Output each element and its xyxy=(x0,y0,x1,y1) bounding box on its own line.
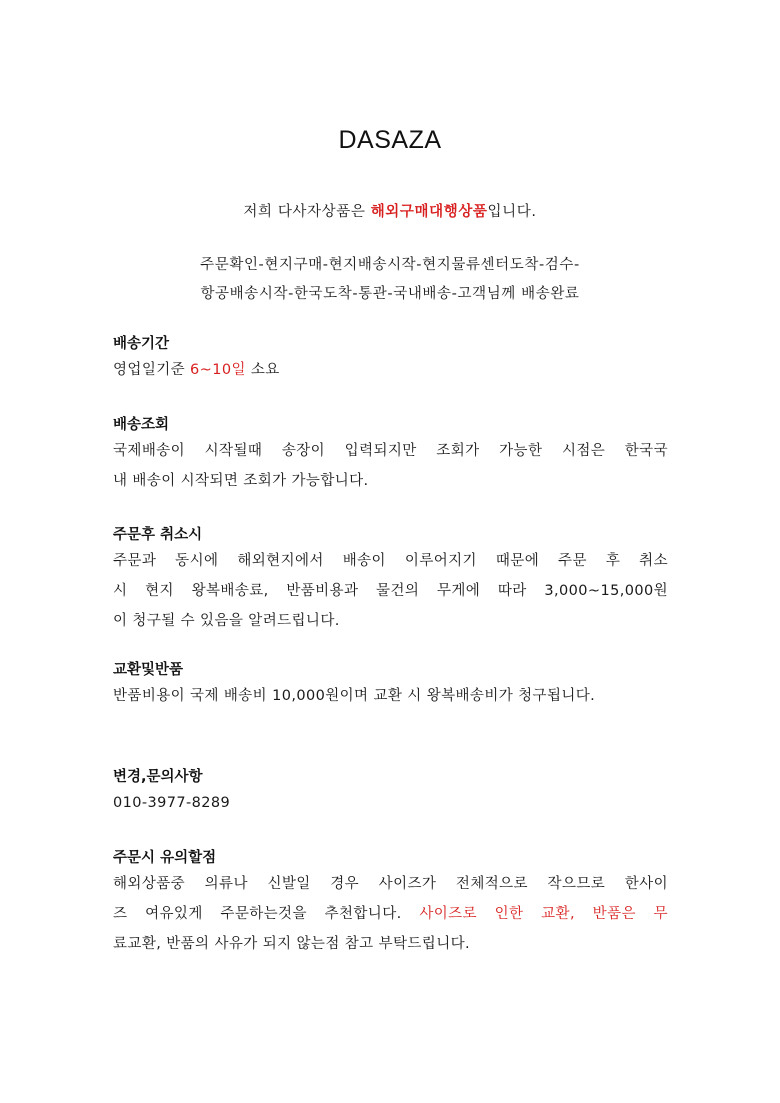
shipping-period-pre: 영업일기준 xyxy=(113,362,191,378)
cancel-line-2: 시 현지 왕복배송료, 반품비용과 물건의 무게에 따라 3,000~15,000원 xyxy=(113,583,668,599)
exchange-line-1: 반품비용이 국제 배송비 10,000원이며 교환 시 왕복배송비가 청구됩니다. xyxy=(113,688,596,704)
intro-pre: 저희 다사자상품은 xyxy=(243,204,371,220)
shipping-period-days: 6~10일 xyxy=(190,362,246,378)
tracking-heading: 배송조회 xyxy=(113,417,170,433)
intro-highlight: 해외구매대행상품 xyxy=(370,204,488,220)
section-notice xyxy=(113,847,668,959)
notice-line-2-red: 사이즈로 인한 교환, 반품은 무 xyxy=(419,906,668,922)
section-exchange xyxy=(113,659,668,711)
cancel-line-3: 이 청구될 수 있음을 알려드립니다. xyxy=(113,613,340,629)
brand-title: DASAZA xyxy=(338,126,442,154)
section-cancel xyxy=(113,524,668,636)
section-contact xyxy=(113,766,668,818)
contact-heading: 변경,문의사항 xyxy=(113,769,203,785)
notice-line-3: 료교환, 반품의 사유가 되지 않는점 참고 부탁드립니다. xyxy=(113,936,471,952)
shipping-period-post: 소요 xyxy=(245,362,280,378)
shipping-period-text xyxy=(113,355,668,385)
section-tracking xyxy=(113,414,668,496)
shipping-period-heading: 배송기간 xyxy=(113,336,170,352)
cancel-line-1: 주문과 동시에 해외현지에서 배송이 이루어지기 때문에 주문 후 취소 xyxy=(113,553,668,569)
process-line-2: 항공배송시작-한국도착-통관-국내배송-고객님께 배송완료 xyxy=(200,286,580,302)
notice-heading: 주문시 유의할점 xyxy=(113,850,217,866)
contact-phone: 010-3977-8289 xyxy=(113,795,231,811)
notice-line-2 xyxy=(113,899,668,929)
exchange-heading: 교환및반품 xyxy=(113,662,184,678)
cancel-heading: 주문후 취소시 xyxy=(113,527,203,543)
intro-line xyxy=(0,200,780,221)
tracking-line-2: 내 배송이 시작되면 조회가 가능합니다. xyxy=(113,473,369,489)
process-line-1: 주문확인-현지구매-현지배송시작-현지물류센터도착-검수- xyxy=(200,257,580,273)
intro-post: 입니다. xyxy=(487,204,537,220)
section-shipping-period xyxy=(113,333,668,385)
tracking-line-1: 국제배송이 시작될때 송장이 입력되지만 조회가 가능한 시점은 한국국 xyxy=(113,443,668,459)
notice-line-2-pre: 즈 여유있게 주문하는것을 추천합니다. xyxy=(113,906,420,922)
notice-line-1: 해외상품중 의류나 신발일 경우 사이즈가 전체적으로 작으므로 한사이 xyxy=(113,876,668,892)
